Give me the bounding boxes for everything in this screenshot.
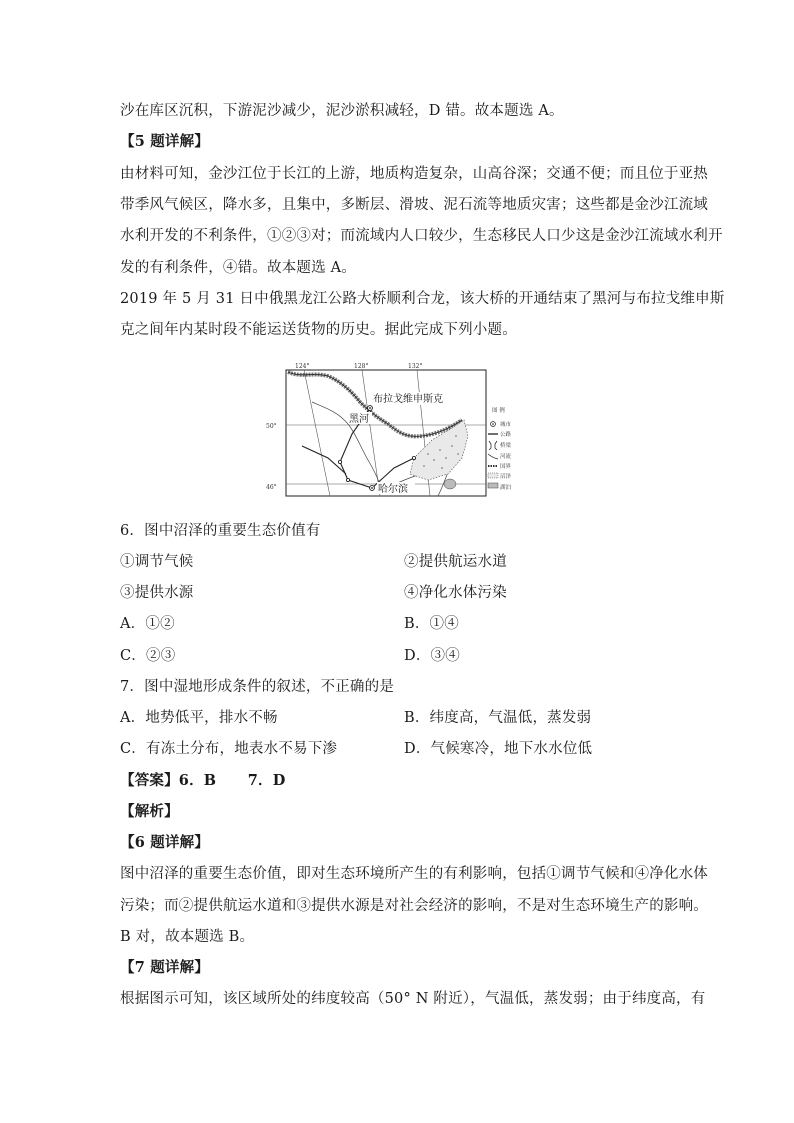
text-line: 图中沼泽的重要生态价值，即对生态环境所产生的有利影响，包括①调节气候和④净化水体 xyxy=(120,866,708,882)
legend-item: 湖泊 xyxy=(500,485,512,491)
text-line: 水利开发的不利条件，①②③对；而流域内人口较少，生态移民人口少这是金沙江流域水利开 xyxy=(120,228,723,244)
lon-label: 132° xyxy=(408,363,423,370)
city-label: 布拉戈维申斯克 xyxy=(373,394,443,405)
text-line: 由材料可知，金沙江位于长江的上游，地质构造复杂，山高谷深；交通不便；而且位于亚热 xyxy=(120,166,708,182)
analysis-heading: 【解析】 xyxy=(120,803,179,820)
question-stem: 6．图中沼泽的重要生态价值有 xyxy=(120,523,321,539)
section-heading: 【6 题详解】 xyxy=(120,834,210,851)
choice-option: B．纬度高，气温低，蒸发弱 xyxy=(404,710,592,726)
legend-item: 桥梁 xyxy=(500,443,512,449)
statement-option: ①调节气候 xyxy=(120,554,194,570)
lon-label: 128° xyxy=(354,363,369,370)
legend-marsh-icon xyxy=(488,473,498,478)
legend-item: 沼泽 xyxy=(500,474,512,480)
section-heading: 【7 题详解】 xyxy=(120,959,210,976)
legend-title: 图 例 xyxy=(492,408,505,414)
lat-label: 50° xyxy=(266,423,277,430)
text-line: 根据图示可知，该区域所处的纬度较高（50° N 附近），气温低，蒸发弱；由于纬度高，有 xyxy=(120,991,706,1007)
lat-label: 46° xyxy=(266,484,277,491)
legend-river-icon xyxy=(488,454,498,459)
statement-option: ③提供水源 xyxy=(120,585,194,601)
choice-option: D．气候寒冷，地下水水位低 xyxy=(404,741,593,757)
choice-option: D．③④ xyxy=(404,648,460,664)
legend-item: 国界 xyxy=(500,464,512,470)
choice-option: A．①② xyxy=(120,616,175,632)
text-line: B 对，故本题选 B。 xyxy=(120,929,255,945)
text-line: 污染；而②提供航运水道和③提供水源是对社会经济的影响，不是对生态环境生产的影响。 xyxy=(120,898,708,914)
choice-option: C．②③ xyxy=(120,648,176,664)
question-stem: 7．图中湿地形成条件的叙述，不正确的是 xyxy=(120,679,395,695)
lon-label: 124° xyxy=(295,363,310,370)
city-label: 哈尔滨 xyxy=(378,484,408,495)
text-line: 发的有利条件，④错。故本题选 A。 xyxy=(120,260,356,276)
answer-line: 【答案】6．B 7．D xyxy=(120,772,286,789)
statement-option: ②提供航运水道 xyxy=(404,554,507,570)
city-label: 黑河 xyxy=(349,414,369,425)
legend-item: 公路 xyxy=(500,432,512,438)
region-map xyxy=(266,362,524,500)
choice-option: C．有冻土分布，地表水不易下渗 xyxy=(120,741,338,757)
choice-option: B．①④ xyxy=(404,616,459,632)
choice-option: A．地势低平，排水不畅 xyxy=(120,710,278,726)
text-line: 2019 年 5 月 31 日中俄黑龙江公路大桥顺利合龙，该大桥的开通结束了黑河与布拉戈维申斯 xyxy=(120,291,725,307)
legend-city-icon xyxy=(491,422,496,427)
text-line: 沙在库区沉积，下游泥沙减少，泥沙淤积减轻，D 错。故本题选 A。 xyxy=(120,103,564,119)
text-line: 带季风气候区，降水多，且集中，多断层、滑坡、泥石流等地质灾害；这些都是金沙江流域 xyxy=(120,197,708,213)
section-heading: 【5 题详解】 xyxy=(120,133,210,150)
statement-option: ④净化水体污染 xyxy=(404,585,507,601)
legend-item: 河流 xyxy=(500,454,512,460)
legend-lake-icon xyxy=(488,483,498,488)
text-line: 克之间年内某时段不能运送货物的历史。据此完成下列小题。 xyxy=(120,322,517,338)
legend-bridge-icon xyxy=(489,441,497,450)
legend-item: 城市 xyxy=(500,422,512,428)
